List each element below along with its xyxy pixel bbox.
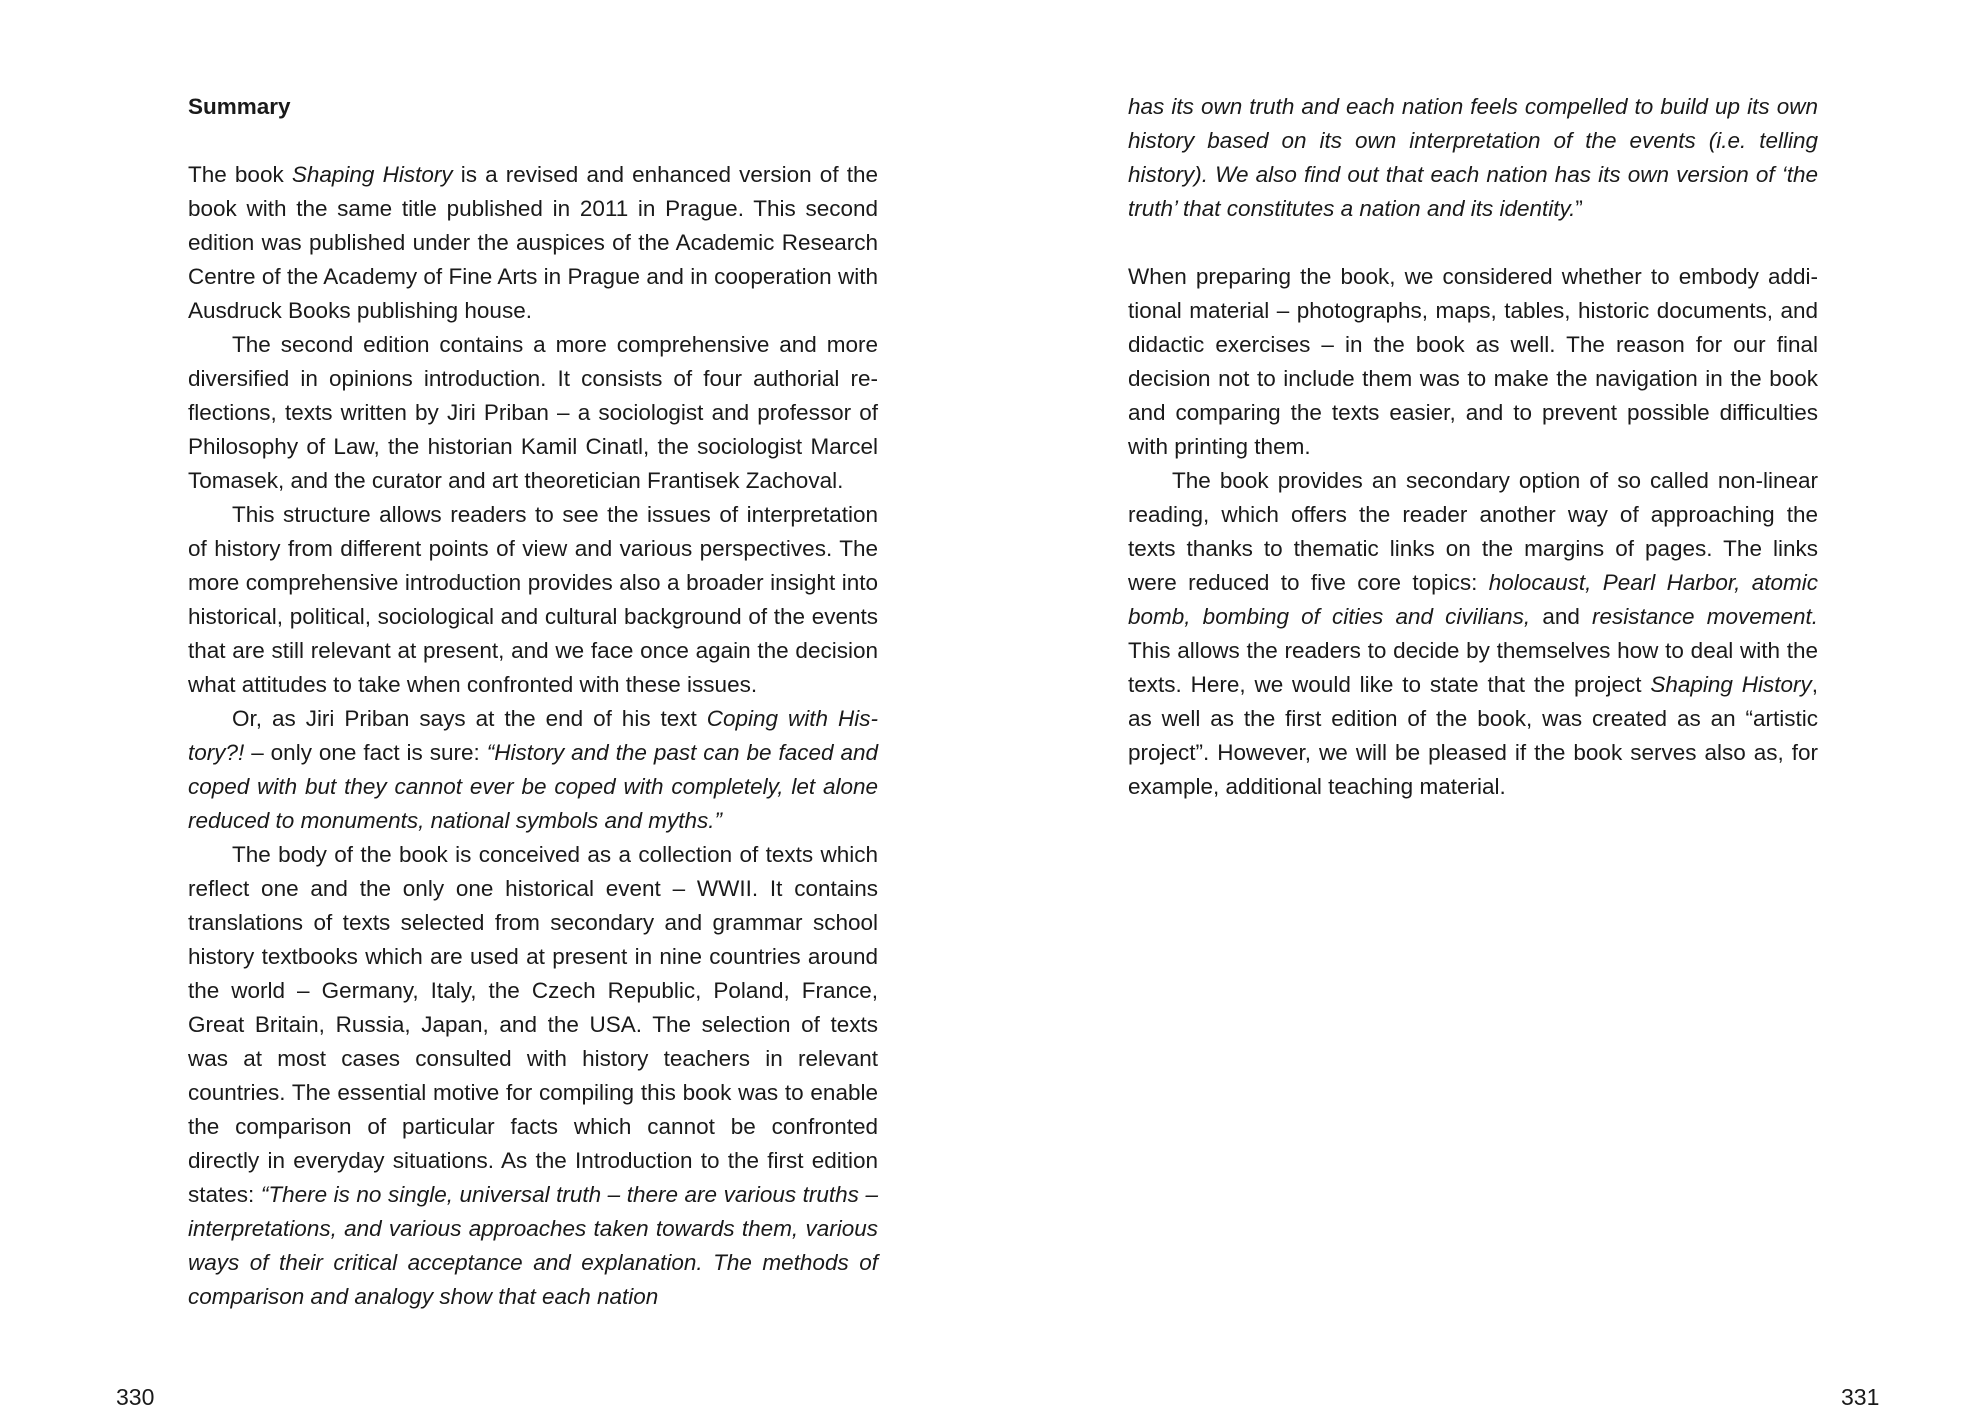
text-title-coping-with-history: Coping with History?! [188,706,878,765]
paragraph-7-text-a: The book provides an secondary option of so called non-linear reading, which offers the reader another way of approaching the texts thanks to thematic links on the margins of pages. The links were reduced to five core topics: [1128,468,1818,595]
priban-quote: “History and the past can be faced and coped with but they cannot ever be coped with completely, let alone reduced to monuments, national symbols and myths.” [188,740,878,833]
paragraph-2: The second edition contains a more comprehensive and more diversified in opinions introduction. It consists of four authorial reflections, texts written by Jiri Priban – a sociologist and professor of Philosophy of Law, the historian Kamil Cinatl, the sociologist Marcel Tomasek, and the curator and art theoretician Frantisek Zachoval. [188,332,878,493]
paragraph-5 [188,838,878,1314]
book-title-shaping-history: Shaping History [291,162,453,187]
paragraph-6: When preparing the book, we considered whether to embody additional material – photographs, maps, tables, historic documents, and didactic exercises – in the book as well. The reason for our final decision not to include them was to make the navigation in the book and comparing the texts easier, and to prevent possible difficulties with printing them. [1128,264,1818,459]
paragraph-7-text-c: and [1530,604,1593,629]
introduction-quote: “There is no single, universal truth – there are various truths – interpretations, and various approaches taken towards them, various ways of their critical acceptance and explanation. The methods of comparison and analogy show that each nation [188,1182,878,1309]
paragraph-5-text-a: The body of the book is conceived as a collection of texts which reflect one and the only one historical event – WWII. It contains translations of texts selected from secondary and grammar school history textbooks which are used at present in nine countries around the world – Germany, Italy, the Czech Republic, Poland, France, Great Britain, Russia, Japan, and the USA. The selection of texts was at most cases consulted with history teachers in relevant countries. The essential motive for compiling this book was to enable the comparison of particular facts which cannot be confronted directly in everyday situations. As the Introduction to the first edition states: [188,842,878,1207]
core-topics-list: holocaust, Pearl Harbor, atomic bomb, bombing of cities and civilians, [1128,570,1818,629]
right-text-column [1128,90,1818,804]
page-number-left: 330 [116,1384,155,1410]
paragraph-4 [188,702,878,838]
paragraph-4-text-c: – only one fact is sure: [244,740,487,765]
quote-closing-mark: ” [1575,196,1583,221]
paragraph-7-text-g: , as well as the first edition of the book, was created as an “artistic project”. However, we will be pleased if the book serves also as, for example, additional teaching material. [1128,672,1818,799]
quote-continuation-text: has its own truth and each nation feels compelled to build up its own history based on its own interpretation of the events (i.e. telling history). We also find out that each nation has its own version of ‘the truth’ that constitutes a nation and its identity. [1128,94,1818,221]
paragraph-3: This structure allows readers to see the issues of interpretation of history from different points of view and various perspectives. The more comprehensive introduction provides also a broader insight into historical, political, sociological and cultural background of the events that are still relevant at present, and we face once again the decision what attitudes to take when confronted with these issues. [188,502,878,697]
paragraph-4-text-a: Or, as Jiri Priban says at the end of his text [232,706,707,731]
paragraph-1-text-a: The book [188,162,292,187]
section-heading: Summary [188,94,291,119]
left-text-column [188,90,878,1314]
paragraph-7 [1128,464,1818,804]
paragraph-1 [188,158,878,328]
right-page [991,0,1982,1426]
core-topic-resistance: resistance movement. [1592,604,1818,629]
project-title-shaping-history: Shaping History [1650,672,1812,697]
quote-continuation [1128,90,1818,226]
paragraph-1-text-c: is a revised and enhanced version of the book with the same title published in 2011 in Prague. This second edition was published under the auspices of the Academic Research Centre of the Academy of Fine Arts in Prague and in cooperation with Ausdruck Books publishing house. [188,162,878,323]
paragraph-7-text-e: This allows the readers to decide by themselves how to deal with the texts. Here, we would like to state that the project [1128,638,1818,697]
page-number-right: 331 [1841,1384,1880,1410]
